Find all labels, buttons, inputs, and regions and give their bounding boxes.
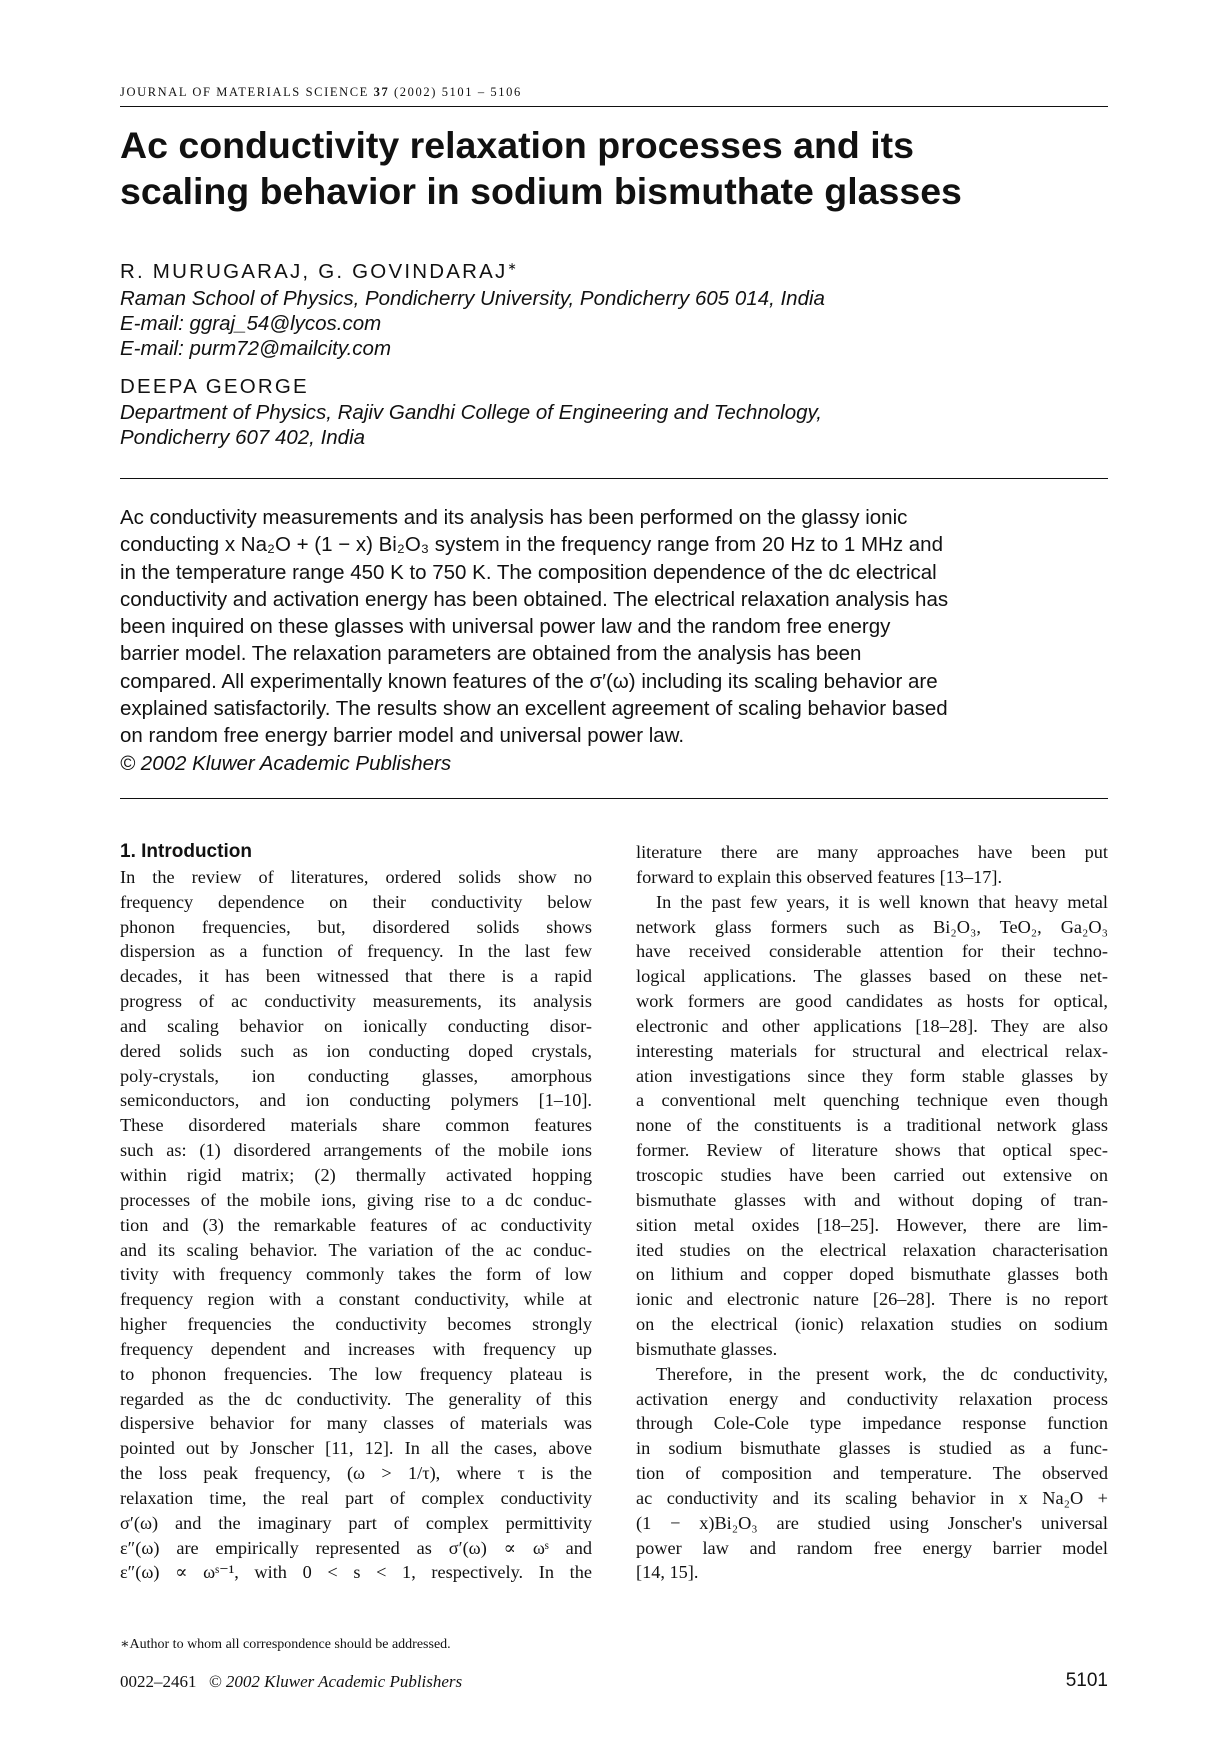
body-text-line: These disordered materials share common features xyxy=(120,1115,592,1136)
body-text-line: higher frequencies the conductivity becomes strongly xyxy=(120,1314,592,1335)
body-text-line: tivity with frequency commonly takes the form of low xyxy=(120,1264,592,1285)
body-text-line: dered solids such as ion conducting doped crystals, xyxy=(120,1040,592,1061)
body-text-line: former. Review of literature shows that optical spec- xyxy=(636,1140,1108,1161)
body-text-line: pointed out by Jonscher [11, 12]. In all the cases, above xyxy=(120,1438,592,1459)
issn: 0022–2461 xyxy=(120,1672,197,1691)
body-text-line: poly-crystals, ion conducting glasses, amorphous xyxy=(120,1065,592,1086)
body-text-line: such as: (1) disordered arrangements of the mobile ions xyxy=(120,1140,592,1161)
body-text-line: phonon frequencies, but, disordered solids shows xyxy=(120,916,592,937)
body-text-line: bismuthate glasses with and without doping of tran- xyxy=(636,1189,1108,1210)
running-head xyxy=(120,85,522,100)
body-text-line: through Cole-Cole type impedance response function xyxy=(636,1413,1108,1434)
email-line: E-mail: ggraj_54@lycos.com xyxy=(120,312,382,335)
page-number: 5101 xyxy=(1065,1670,1108,1691)
body-text-line: tion and (3) the remarkable features of ac conductivity xyxy=(120,1214,592,1235)
body-text-line: literature there are many approaches have been put xyxy=(636,842,1108,862)
author-names-2 xyxy=(120,375,309,399)
abstract-line: explained satisfactorily. The results show an excellent agreement of scaling behavior based xyxy=(120,697,948,721)
body-text-line: In the past few years, it is well known that heavy metal xyxy=(656,891,1108,912)
abstract-line: been inquired on these glasses with universal power law and the random free energy xyxy=(120,615,891,639)
affiliation-line: Department of Physics, Rajiv Gandhi College of Engineering and Technology, xyxy=(120,401,822,424)
body-text-line: decades, it has been witnessed that there is a rapid xyxy=(120,966,592,987)
body-text-line: ac conductivity and its scaling behavior in x Na₂O + xyxy=(636,1487,1108,1508)
paper-page xyxy=(120,0,1108,1748)
body-text-line: forward to explain this observed features [13–17]. xyxy=(636,866,1003,887)
body-text-line: ionic and electronic nature [26–28]. There is no report xyxy=(636,1289,1108,1310)
abstract xyxy=(120,504,1108,777)
abstract-bottom-rule xyxy=(120,798,1108,799)
body-text-line: electronic and other applications [18–28]. They are also xyxy=(636,1015,1108,1036)
body-text-line: dispersion as a function of frequency. In the last few xyxy=(120,941,592,962)
left-column-body xyxy=(120,865,592,1585)
body-text-line: semiconductors, and ion conducting polymers [1–10]. xyxy=(120,1090,592,1111)
footnote: ∗Author to whom all correspondence should be addressed. xyxy=(120,1637,451,1652)
footer-publisher: © 2002 Kluwer Academic Publishers xyxy=(208,1672,463,1691)
abstract-line: Ac conductivity measurements and its analysis has been performed on the glassy ionic xyxy=(120,506,908,529)
body-text-line: Therefore, in the present work, the dc conductivity, xyxy=(656,1363,1108,1384)
body-text-line: In the review of literatures, ordered solids show no xyxy=(120,866,592,887)
body-text-line: regarded as the dc conductivity. The generality of this xyxy=(120,1388,592,1409)
body-text-line: activation energy and conductivity relaxation process xyxy=(636,1388,1108,1409)
affiliation-1 xyxy=(120,286,825,361)
body-text-line: frequency region with a constant conductivity, while at xyxy=(120,1289,592,1310)
body-text-line: tion of composition and temperature. The observed xyxy=(636,1463,1108,1484)
abstract-top-rule xyxy=(120,478,1108,479)
body-text-line: progress of ac conductivity measurements, its analysis xyxy=(120,991,592,1012)
title-line: scaling behavior in sodium bismuthate glasses xyxy=(120,170,962,212)
abstract-line: conducting x Na₂O + (1 − x) Bi₂O₃ system in the frequency range from 20 Hz to 1 MHz and xyxy=(120,533,943,557)
body-text-line: relaxation time, the real part of complex conductivity xyxy=(120,1487,592,1508)
left-column xyxy=(120,840,592,1585)
email-line: E-mail: purm72@mailcity.com xyxy=(120,337,392,360)
body-text-line: [14, 15]. xyxy=(636,1562,699,1583)
body-text-line: bismuthate glasses. xyxy=(636,1338,778,1359)
body-text-line: interesting materials for structural and electrical relax- xyxy=(636,1040,1108,1061)
body-text-line: on the electrical (ionic) relaxation studies on sodium xyxy=(636,1314,1108,1335)
copyright-line: © 2002 Kluwer Academic Publishers xyxy=(120,751,452,775)
authors-1-text: R. MURUGARAJ, G. GOVINDARAJ xyxy=(120,260,508,283)
body-text-line: frequency dependent and increases with frequency up xyxy=(120,1338,592,1359)
section-heading: 1. Introduction xyxy=(120,841,252,862)
body-text-line: a conventional melt quenching technique even though xyxy=(636,1090,1108,1111)
body-text-line: ited studies on the electrical relaxation characterisation xyxy=(636,1239,1108,1260)
body-text-line: and scaling behavior on ionically conducting disor- xyxy=(120,1015,592,1036)
body-text-line: processes of the mobile ions, giving rise to a dc conduc- xyxy=(120,1189,592,1210)
right-column-body xyxy=(636,840,1108,1585)
body-text-line: σ′(ω) and the imaginary part of complex permittivity xyxy=(120,1512,592,1533)
body-text-line: within rigid matrix; (2) thermally activated hopping xyxy=(120,1164,592,1185)
body-text-line: on lithium and copper doped bismuthate glasses both xyxy=(636,1264,1108,1285)
body-text-line: network glass formers such as Bi₂O₃, TeO₂, Ga₂O₃ xyxy=(636,916,1108,937)
abstract-line: in the temperature range 450 K to 750 K. The composition dependence of the dc electrical xyxy=(120,560,937,584)
abstract-line: on random free energy barrier model and universal power law. xyxy=(120,724,685,748)
body-text-line: none of the constituents is a traditional network glass xyxy=(636,1115,1108,1136)
paper-title xyxy=(120,122,1108,214)
affiliation-line: Raman School of Physics, Pondicherry University, Pondicherry 605 014, India xyxy=(120,287,825,310)
body-text-line: troscopic studies have been carried out extensive on xyxy=(636,1164,1108,1185)
authors-2-text: DEEPA GEORGE xyxy=(120,375,309,398)
body-text-line: ε″(ω) are empirically represented as σ′(ω) ∝ ωˢ and xyxy=(120,1537,592,1558)
right-column xyxy=(636,840,1108,1585)
affiliation-2 xyxy=(120,400,822,450)
body-text-line: logical applications. The glasses based on these net- xyxy=(636,966,1108,987)
body-text-line: ε″(ω) ∝ ωˢ⁻¹, with 0 < s < 1, respectively. In the xyxy=(120,1562,592,1583)
body-text-line: in sodium bismuthate glasses is studied as a func- xyxy=(636,1438,1108,1459)
title-line: Ac conductivity relaxation processes and its xyxy=(120,124,915,166)
abstract-line: conductivity and activation energy has been obtained. The electrical relaxation analysis has xyxy=(120,587,949,611)
body-text-line: and its scaling behavior. The variation of the ac conduc- xyxy=(120,1239,592,1260)
body-text-line: frequency dependence on their conductivity below xyxy=(120,891,592,912)
body-text-line: work formers are good candidates as hosts for optical, xyxy=(636,991,1108,1012)
body-text-line: sition metal oxides [18–25]. However, there are lim- xyxy=(636,1214,1108,1235)
affiliation-line: Pondicherry 607 402, India xyxy=(120,426,366,449)
body-text-line: ation investigations since they form stable glasses by xyxy=(636,1065,1108,1086)
journal-year-pages: (2002) 5101 – 5106 xyxy=(394,85,522,99)
body-text-line: to phonon frequencies. The low frequency plateau is xyxy=(120,1363,592,1384)
corresponding-author-mark: ∗ xyxy=(507,261,517,274)
journal-volume: 37 xyxy=(373,85,390,99)
body-text-line: (1 − x)Bi₂O₃ are studied using Jonscher's universal xyxy=(636,1512,1108,1533)
header-rule xyxy=(120,106,1108,107)
author-names-1 xyxy=(120,260,517,284)
abstract-line: barrier model. The relaxation parameters are obtained from the analysis has been xyxy=(120,642,862,666)
page-footer-left xyxy=(120,1672,462,1692)
body-text-line: dispersive behavior for many classes of materials was xyxy=(120,1413,592,1434)
body-text-line: the loss peak frequency, (ω > 1/τ), where τ is the xyxy=(120,1463,592,1484)
abstract-line: compared. All experimentally known features of the σ′(ω) including its scaling behavior are xyxy=(120,669,938,693)
body-text-line: power law and random free energy barrier model xyxy=(636,1537,1108,1558)
journal-name: JOURNAL OF MATERIALS SCIENCE xyxy=(120,85,369,99)
body-text-line: have received considerable attention for their techno- xyxy=(636,941,1108,962)
